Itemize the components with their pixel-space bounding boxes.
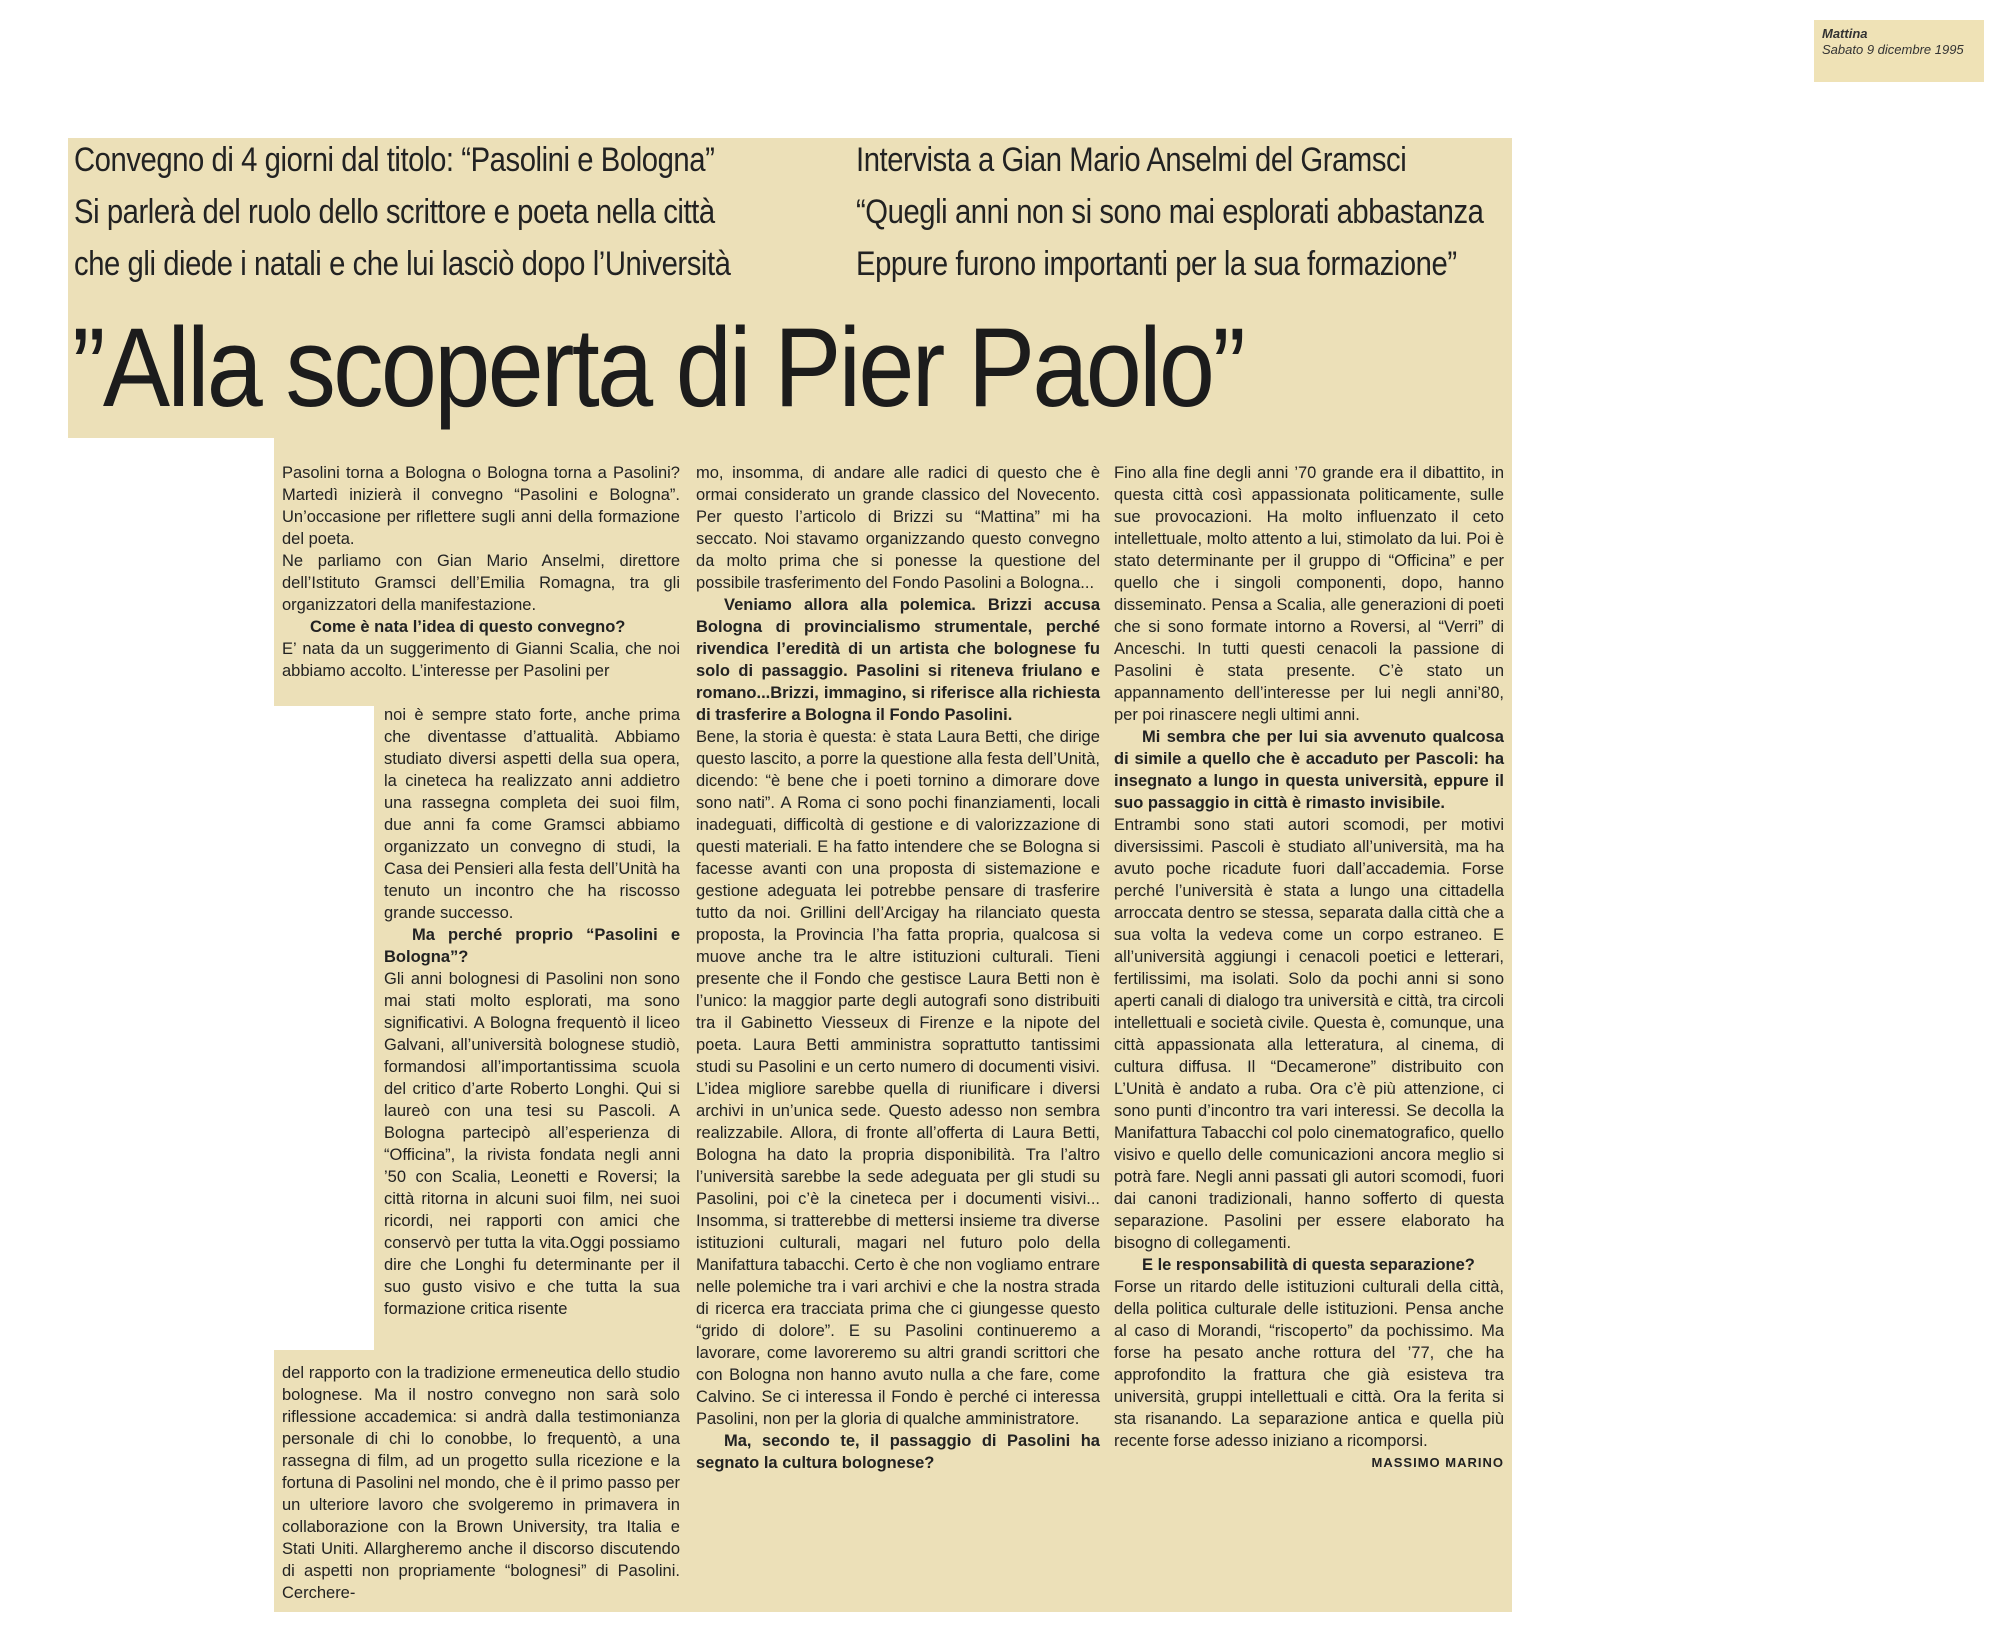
- date-label: [1814, 20, 1984, 82]
- deck-right-line: Intervista a Gian Mario Anselmi del Gramsci: [856, 141, 1407, 179]
- deck-right-line: Eppure furono importanti per la sua formazione”: [856, 245, 1457, 283]
- question: Ma perché proprio “Pasolini e Bologna”?: [384, 926, 680, 966]
- answer-paragraph: Fino alla fine degli anni ’70 grande era il dibattito, in questa città così appassionata politicamente, sulle sue provocazioni. Ha molto influenzato il ceto intellettuale, molto attento a lui, stimolato da lui. Poi è stato determinante per il gruppo di “Officina” e per quello che i singoli componenti, dopo, hanno disseminato. Pensa a Scalia, alle generazioni di poeti che si sono formate intorno a Roversi, al “Verri” di Anceschi. In tutti questi cenacoli la passione di Pasolini è stata presente. C’è stato un appannamento dell’interesse per lui negli anni’80, per poi rinascere negli ultimi anni.: [1114, 464, 1504, 724]
- column-1-narrow: [384, 704, 680, 1320]
- column-1-bottom: [282, 1362, 680, 1604]
- question: Veniamo allora alla polemica. Brizzi accusa Bologna di provincialismo strumentale, perché rivendica l’eredità di un artista che bolognese fu solo di passaggio. Pasolini si riteneva friulano e romano...Brizzi, immagino, si riferisce alla richiesta di trasferire a Bologna il Fondo Pasolini.: [696, 596, 1100, 724]
- question: Ma, secondo te, il passaggio di Pasolini ha segnato la cultura bolognese?: [696, 1432, 1100, 1472]
- column-2: [696, 462, 1100, 1474]
- deck-right-line: “Quegli anni non si sono mai esplorati abbastanza: [856, 193, 1484, 231]
- publication-name: Mattina: [1822, 26, 1868, 41]
- answer-paragraph: E’ nata da un suggerimento di Gianni Scalia, che noi abbiamo accolto. L’interesse per Pasolini per: [282, 640, 680, 680]
- deck-left-line: che gli diede i natali e che lui lasciò dopo l’Università: [74, 245, 731, 283]
- question: E le responsabilità di questa separazione?: [1142, 1256, 1475, 1274]
- byline: MASSIMO MARINO: [1371, 1455, 1504, 1470]
- question: Come è nata l’idea di questo convegno?: [310, 618, 626, 636]
- answer-paragraph: noi è sempre stato forte, anche prima che diventasse d’attualità. Abbiamo studiato diversi aspetti della sua opera, la cineteca ha realizzato anni addietro una rassegna completa dei suoi film, due anni fa come Gramsci abbiamo organizzato un convegno di studi, la Casa dei Pensieri alla festa dell’Unità ha tenuto un incontro che ha riscosso grande successo.: [384, 706, 680, 922]
- answer-paragraph: Gli anni bolognesi di Pasolini non sono mai stati molto esplorati, ma sono significativi. A Bologna frequentò il liceo Galvani, all’università bolognese studiò, formandosi all’importantissima scuola del critico d’arte Roberto Longhi. Qui si laureò con una tesi su Pascoli. A Bologna partecipò all’esperienza di “Officina”, la rivista fondata negli anni ’50 con Scalia, Leonetti e Roversi; la città ritorna in alcuni suoi film, nei suoi ricordi, nei rapporti con amici che conservò per tutta la vita.Oggi possiamo dire che Longhi fu determinante per il suo gusto visivo e che tutta la sua formazione critica risente: [384, 970, 680, 1318]
- intro-paragraph: Pasolini torna a Bologna o Bologna torna a Pasolini? Martedì inizierà il convegno “Pasolini e Bologna”. Un’occasione per riflettere sugli anni della formazione del poeta.: [282, 464, 680, 548]
- deck-left: [74, 134, 837, 290]
- answer-paragraph: Entrambi sono stati autori scomodi, per motivi diversissimi. Pascoli è studiato all’università, ma ha avuto poche ricadute fuori dall’accademia. Forse perché l’università è stata a lungo una cittadella arroccata dentro se stessa, separata dalla città che a sua volta la vedeva come un corpo estraneo. E all’università aggiungi i cenacoli poetici e letterari, fertilissimi, ma isolati. Solo da pochi anni si sono aperti canali di dialogo tra università e città, tra circoli intellettuali e società civile. Questa è, comunque, una città appassionata alla letteratura, al cinema, di cultura diffusa. Il “Decamerone” distribuito con L’Unità è andato a ruba. Ora c’è più attenzione, ci sono punti d’incontro tra vari interessi. Se decolla la Manifattura Tabacchi col polo cinematografico, quello visivo e quello delle comunicazioni ancora meglio si potrà fare. Negli anni passati gli autori scomodi, fuori dai canoni tradizionali, hanno sofferto di questa separazione. Pasolini per essere elaborato ha bisogno di collegamenti.: [1114, 816, 1504, 1252]
- answer-paragraph: Bene, la storia è questa: è stata Laura Betti, che dirige questo lascito, a porre la questione alla festa dell’Unità, dicendo: “è bene che i poeti tornino a dimorare dove sono nati”. A Roma ci sono pochi finanziamenti, locali inadeguati, difficoltà di gestione e di valorizzazione di questi materiali. E ha fatto intendere che se Bologna si facesse avanti con una proposta di sistemazione e gestione adeguata lei potrebbe pensare di trasferire tutto da noi. Grillini dell’Arcigay ha rilanciato questa proposta, la Provincia l’ha fatta propria, qualcosa si muove anche tra le altre istituzioni culturali. Tieni presente che il Fondo che gestisce Laura Betti non è l’unico: la maggior parte degli autografi sono distribuiti tra il Gabinetto Viesseux di Firenze e la nipote del poeta. Laura Betti amministra soprattutto tantissimi studi su Pasolini e un certo numero di documenti visivi. L’idea migliore sarebbe quella di riunificare i diversi archivi in un’unica sede. Questo adesso non sembra realizzabile. Allora, di fronte all’offerta di Laura Betti, Bologna ha dato la propria disponibilità. Tra l’altro l’università sarebbe la sede adeguata per gli studi su Pasolini, poi c’è la cineteca per i documenti visivi... Insomma, si tratterebbe di mettersi insieme tra diverse istituzioni culturali, magari nel futuro polo della Manifattura tabacchi. Certo è che non vogliamo entrare nelle polemiche tra i vari archivi e che la nostra strada di ricerca era tracciata prima che ci giungesse questo “grido di dolore”. E su Pasolini continueremo a lavorare, come lavoreremo su altri grandi scrittori che con Bologna non hanno avuto nulla a che fare, come Calvino. Se ci interessa il Fondo è perché ci interessa Pasolini, non per la gloria di qualche amministratore.: [696, 728, 1100, 1428]
- deck-right: [856, 134, 1586, 290]
- column-1-top: [282, 462, 680, 682]
- publication-date: Sabato 9 dicembre 1995: [1822, 42, 1964, 57]
- answer-paragraph: Forse un ritardo delle istituzioni culturali della città, della politica culturale delle istituzioni. Pensa anche al caso di Morandi, “riscoperto” da pochissimo. Ma forse ha pesato anche rottura del ’77, che ha approfondito la frattura che già esisteva tra università, gruppi intellettuali e città. Ora la ferita si sta risanando. La separazione antica e quella più recente forse adesso iniziano a ricomporsi.: [1114, 1278, 1504, 1450]
- answer-paragraph: del rapporto con la tradizione ermeneutica dello studio bolognese. Ma il nostro convegno non sarà solo riflessione accademica: si andrà dalla testimonianza personale di chi lo conobbe, lo frequentò, a una rassegna di film, ad un progetto sulla ricezione e la fortuna di Pasolini nel mondo, che è il primo passo per un ulteriore lavoro che svolgeremo in primavera in collaborazione con la Brown University, tra Italia e Stati Uniti. Allargheremo anche il discorso discutendo di aspetti non propriamente “bolognesi” di Pasolini. Cerchere-: [282, 1364, 680, 1602]
- intro-paragraph: Ne parliamo con Gian Mario Anselmi, direttore dell’Istituto Gramsci dell’Emilia Romagna, tra gli organizzatori della manifestazione.: [282, 552, 680, 614]
- deck-left-line: Si parlerà del ruolo dello scrittore e poeta nella città: [74, 193, 715, 231]
- headline: ”Alla scoperta di Pier Paolo”: [72, 305, 1244, 430]
- question: Mi sembra che per lui sia avvenuto qualcosa di simile a quello che è accaduto per Pascoli: ha insegnato a lungo in questa università, eppure il suo passaggio in città è rimasto invisibile.: [1114, 728, 1504, 812]
- deck-left-line: Convegno di 4 giorni dal titolo: “Pasolini e Bologna”: [74, 141, 715, 179]
- column-3: [1114, 462, 1504, 1474]
- answer-paragraph: mo, insomma, di andare alle radici di questo che è ormai considerato un grande classico del Novecento. Per questo l’articolo di Brizzi su “Mattina” mi ha seccato. Noi stavamo organizzando questo convegno da molto prima che si ponesse la questione del possibile trasferimento del Fondo Pasolini a Bologna...: [696, 464, 1100, 592]
